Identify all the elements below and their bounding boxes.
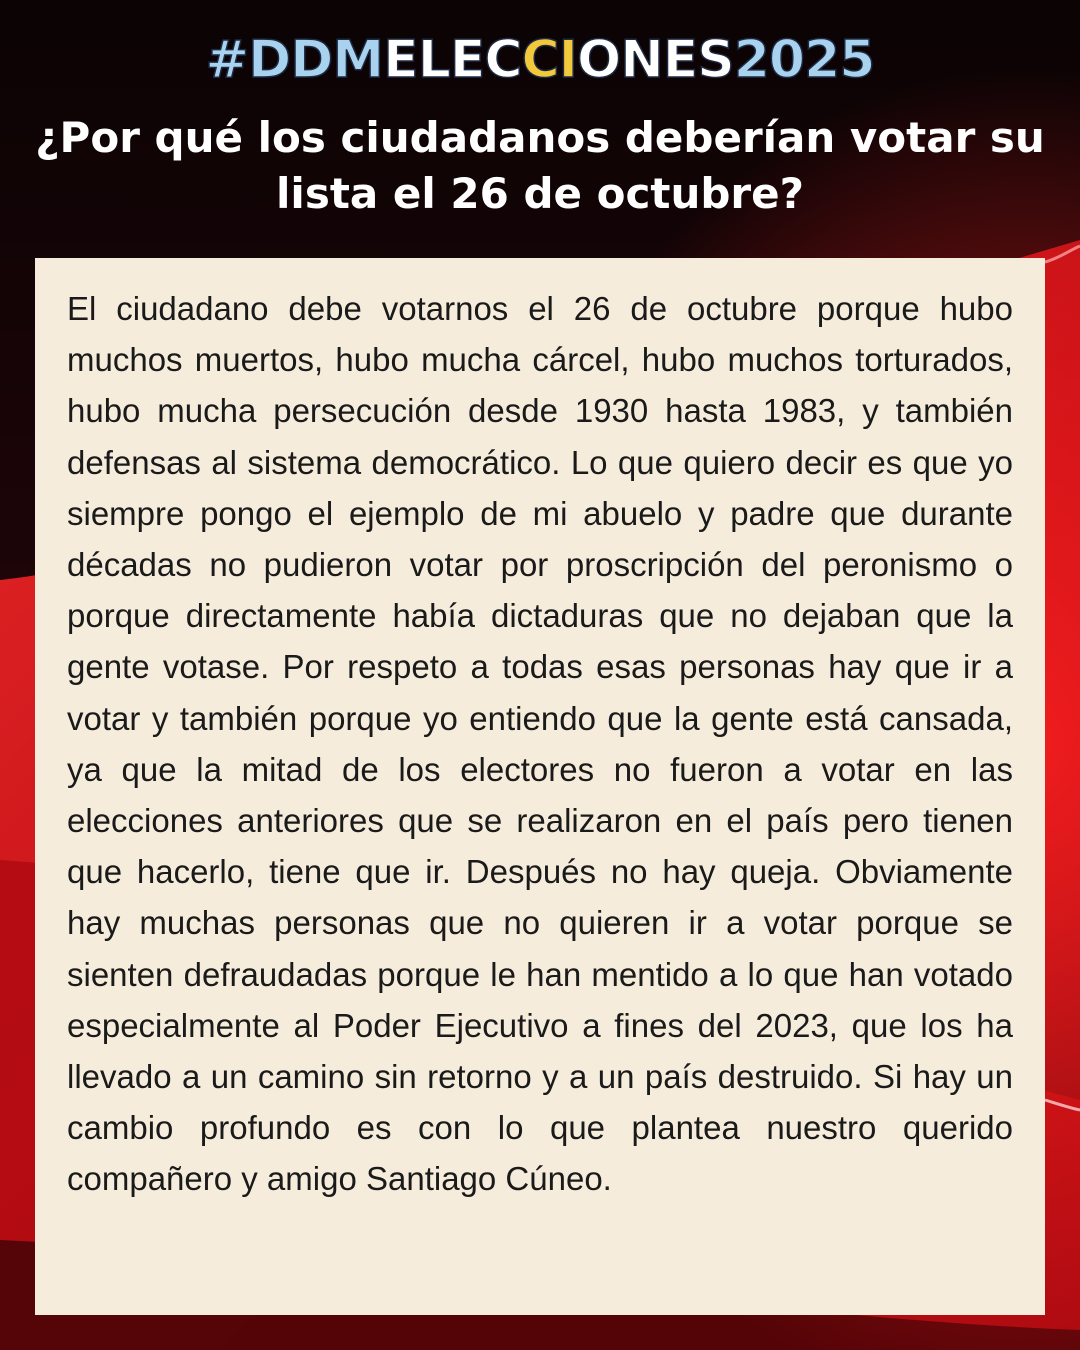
hashtag-part-ci: CI <box>521 30 578 90</box>
hashtag-part-year: 2025 <box>733 30 875 90</box>
hashtag-part-elec: ELEC <box>383 30 522 90</box>
page-title: ¿Por qué los ciudadanos deberían votar su lista el 26 de octubre? <box>35 113 1045 218</box>
hashtag-title <box>0 28 1080 92</box>
hashtag-part-ones: ONES <box>577 30 734 90</box>
hashtag-part-dd: #DD <box>205 30 333 90</box>
quote-text: El ciudadano debe votarnos el 26 de octubre porque hubo muchos muertos, hubo mucha cárcel, hubo muchos torturados, hubo mucha persecución desde 1930 hasta 1983, y también defensas al sistema democrático. Lo que quiero decir es que yo siempre pongo el ejemplo de mi abuelo y padre que durante décadas no pudieron votar por proscripción del peronismo o porque directamente había dictaduras que no dejaban que la gente votase. Por respeto a todas esas personas hay que ir a votar y también porque yo entiendo que la gente está cansada, ya que la mitad de los electores no fueron a votar en las elecciones anteriores que se realizaron en el país pero tienen que hacerlo, tiene que ir. Después no hay queja. Obviamente hay muchas personas que no quieren ir a votar porque se sienten defraudadas porque le han mentido a lo que han votado especialmente al Poder Ejecutivo a fines del 2023, que los ha llevado a un camino sin retorno y a un país destruido. Si hay un cambio profundo es con lo que plantea nuestro querido compañero y amigo Santiago Cúneo. <box>67 290 1013 1198</box>
quote-card <box>35 258 1045 1315</box>
hashtag-part-m: M <box>332 30 384 90</box>
